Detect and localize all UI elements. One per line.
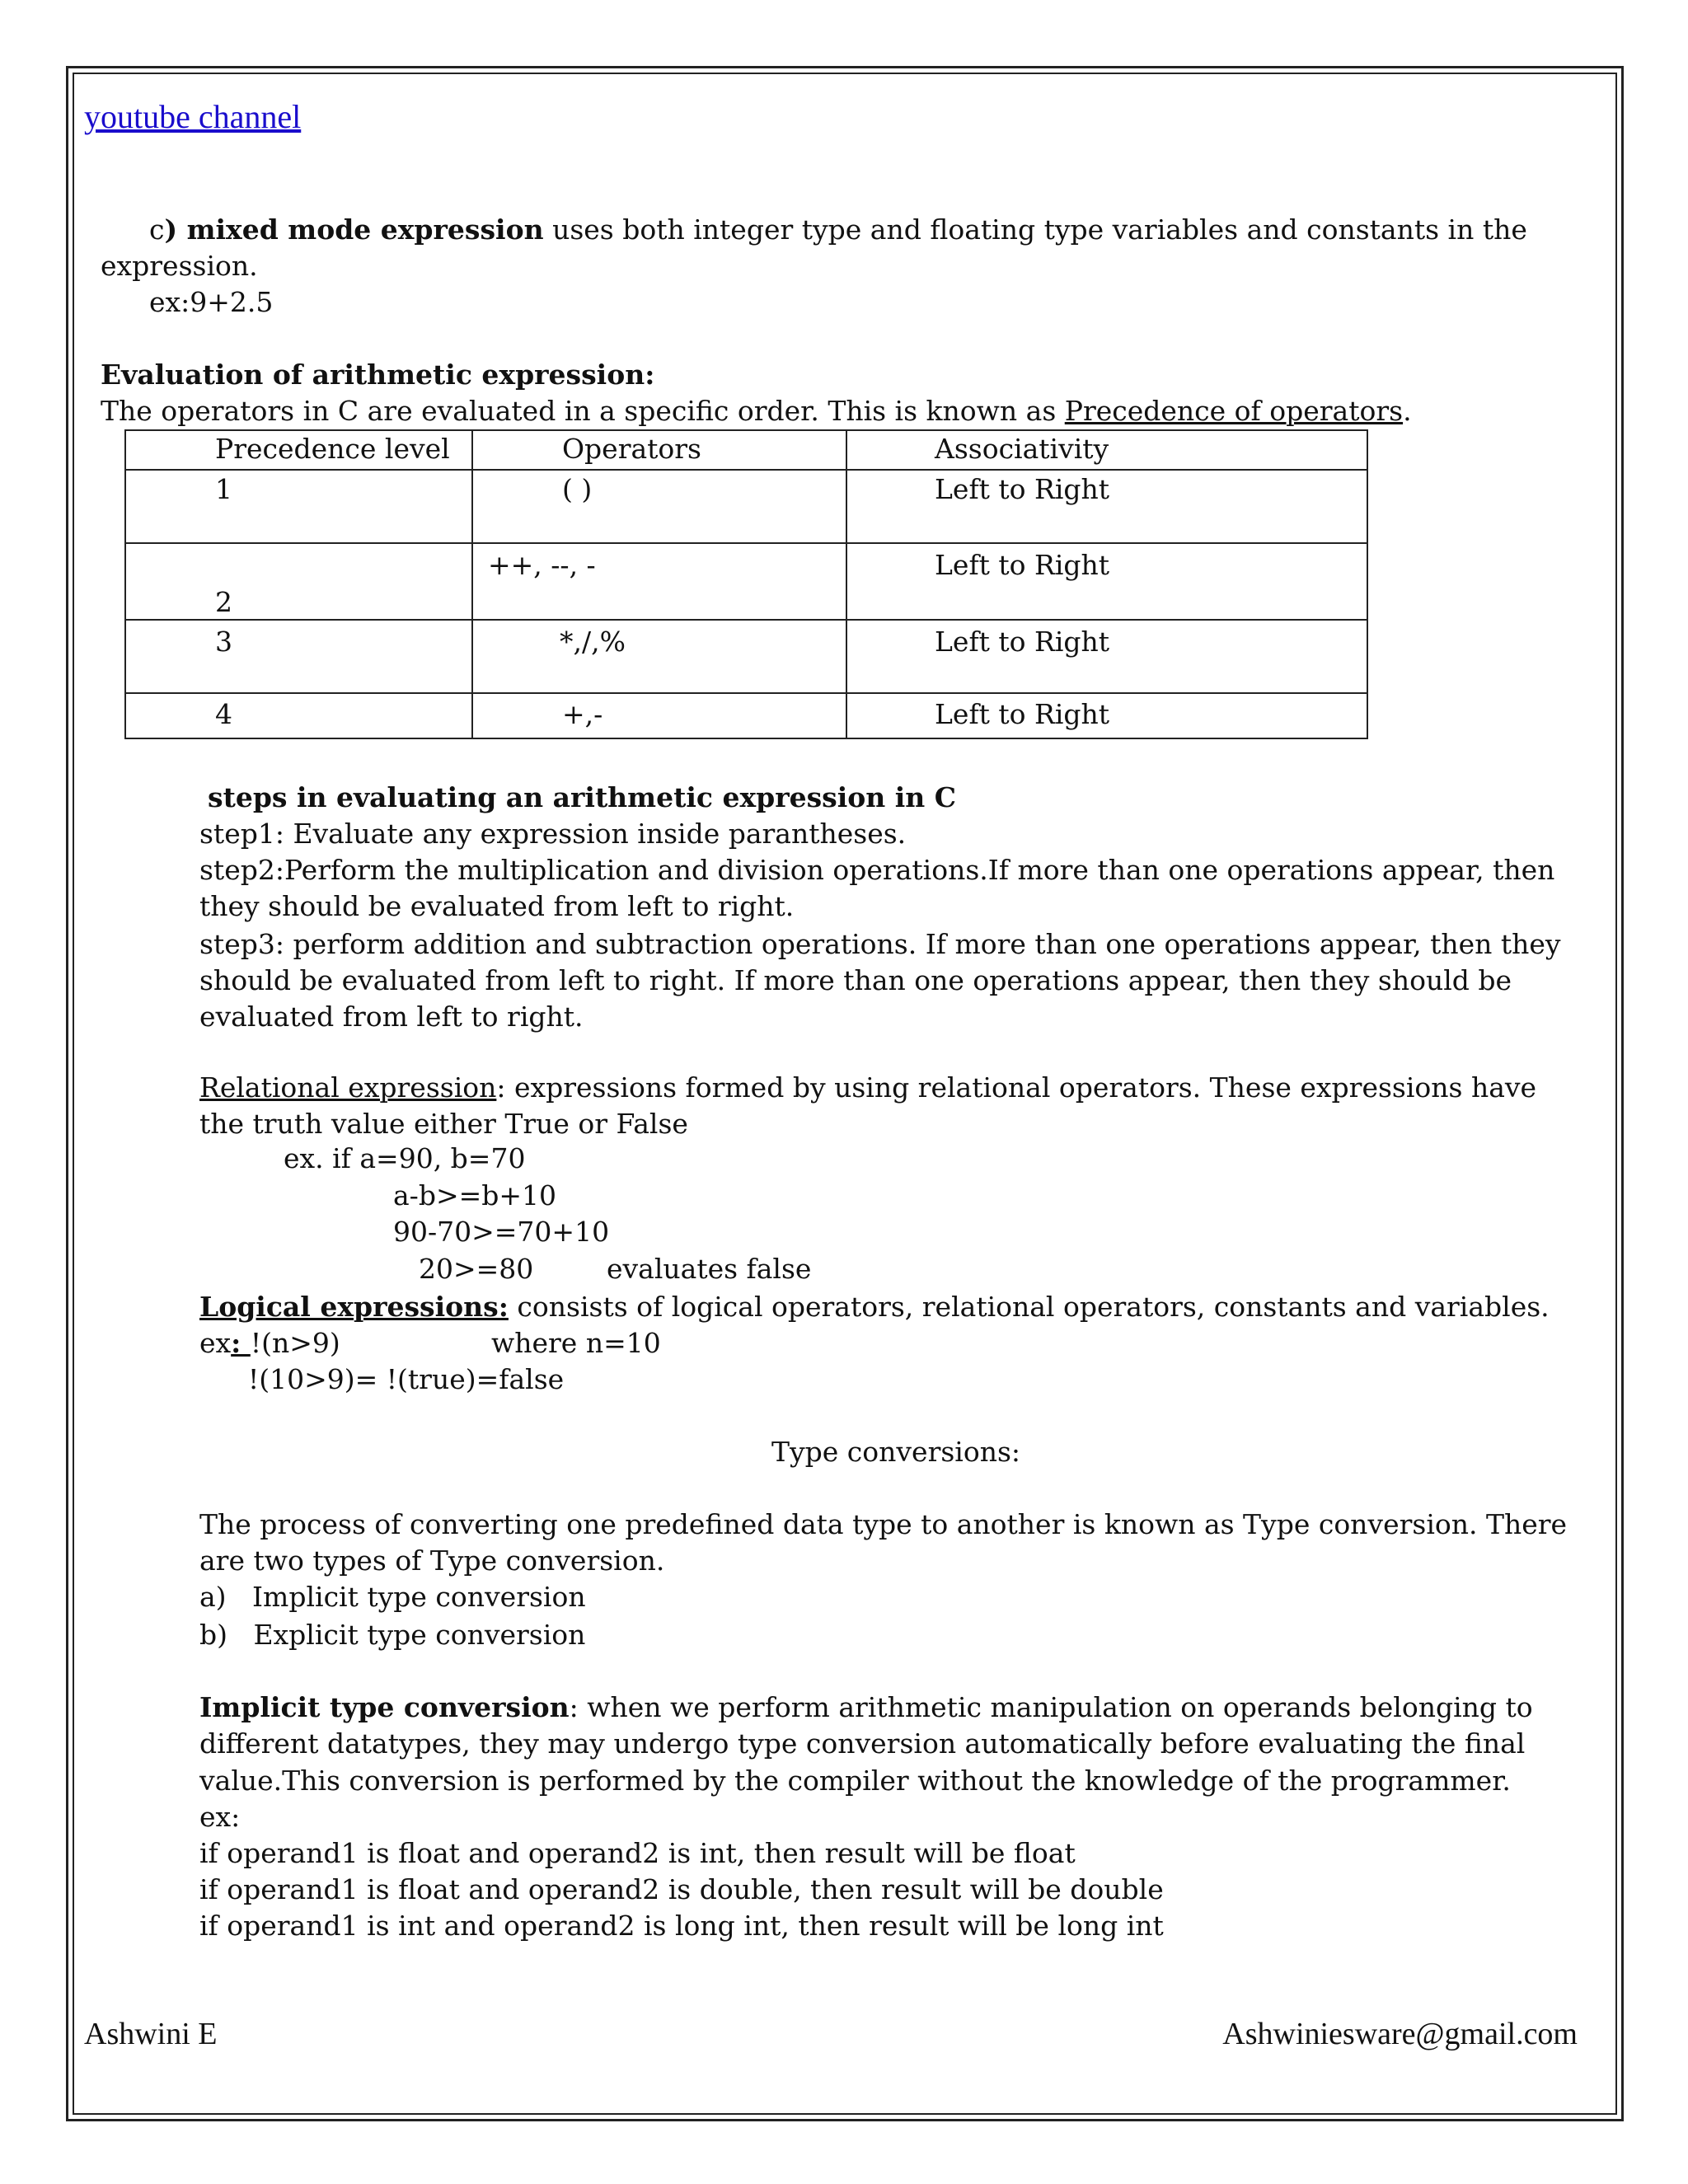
relational-result: evaluates false (607, 1253, 812, 1285)
relational-def-cont: the truth value either True or False (199, 1108, 688, 1140)
table-cell: 2 (215, 586, 232, 618)
table-cell: *,/,% (560, 626, 626, 658)
table-cell: Left to Right (935, 473, 1110, 505)
logical-example-note: where n=10 (491, 1327, 661, 1359)
implicit-term: Implicit type conversion (199, 1691, 570, 1723)
steps-line: they should be evaluated from left to right. (199, 890, 795, 922)
list-item: a) Implicit type conversion (199, 1581, 586, 1613)
implicit-def: Implicit type conversion: when we perform arithmetic manipulation on operands belonging to (199, 1691, 1533, 1723)
logical-example-eval: !(10>9)= !(true)=false (248, 1363, 565, 1395)
mixed-mode-term: ) mixed mode expression (164, 213, 544, 246)
table-cell: 4 (215, 698, 232, 730)
implicit-example: if operand1 is int and operand2 is long int, then result will be long int (199, 1910, 1164, 1942)
mixed-mode-line: c) mixed mode expression uses both integer type and floating type variables and constants in the (149, 213, 1527, 246)
relational-example: 20>=80 (419, 1253, 534, 1285)
steps-line: step1: Evaluate any expression inside parantheses. (199, 818, 907, 850)
footer-email: Ashwiniesware@gmail.com (1222, 2017, 1578, 2051)
evaluation-heading: Evaluation of arithmetic expression: (101, 359, 655, 391)
type-conversions-para: are two types of Type conversion. (199, 1544, 665, 1577)
youtube-channel-link[interactable]: youtube channel (84, 98, 302, 135)
table-cell: Left to Right (935, 626, 1110, 658)
logical-example: ex: !(n>9) (199, 1327, 340, 1359)
implicit-def-cont: different datatypes, they may undergo type conversion automatically before evaluating the final (199, 1727, 1526, 1760)
table-cell: ++, --, - (488, 549, 596, 581)
relational-example: 90-70>=70+10 (393, 1216, 610, 1248)
implicit-ex-label: ex: (199, 1801, 241, 1833)
relational-example: a-b>=b+10 (393, 1179, 557, 1212)
table-header: Operators (562, 433, 701, 465)
list-item: b) Explicit type conversion (199, 1619, 586, 1651)
table-cell: 1 (215, 473, 232, 505)
mixed-mode-cont: expression. (101, 250, 258, 282)
relational-def: Relational expression: expressions formed by using relational operators. These expressions have (199, 1071, 1537, 1104)
table-cell: ( ) (562, 473, 593, 505)
implicit-example: if operand1 is float and operand2 is int, then result will be float (199, 1837, 1076, 1869)
table-cell: 3 (215, 626, 232, 658)
relational-term: Relational expression (199, 1071, 497, 1104)
mixed-mode-example: ex:9+2.5 (149, 286, 274, 318)
table-header: Precedence level (215, 433, 450, 465)
steps-line: should be evaluated from left to right. If more than one operations appear, then they should be (199, 964, 1512, 996)
implicit-def-cont: value.This conversion is performed by the compiler without the knowledge of the programmer. (199, 1765, 1511, 1797)
logical-def: Logical expressions: consists of logical operators, relational operators, constants and variables. (199, 1291, 1550, 1323)
steps-heading: steps in evaluating an arithmetic expression in C (208, 781, 957, 813)
type-conversions-para: The process of converting one predefined data type to another is known as Type conversion. There (199, 1508, 1568, 1540)
steps-line: step3: perform addition and subtraction operations. If more than one operations appear, then they (199, 928, 1561, 960)
table-cell: +,- (562, 698, 603, 730)
relational-example: ex. if a=90, b=70 (284, 1142, 526, 1174)
table-header: Associativity (935, 433, 1109, 465)
implicit-example: if operand1 is float and operand2 is double, then result will be double (199, 1873, 1164, 1905)
table-cell: Left to Right (935, 698, 1110, 730)
footer-author: Ashwini E (84, 2017, 218, 2051)
type-conversions-title: Type conversions: (771, 1436, 1021, 1468)
evaluation-intro: The operators in C are evaluated in a specific order. This is known as Precedence of operators. (101, 395, 1412, 427)
logical-term: Logical expressions: (199, 1291, 509, 1323)
steps-line: step2:Perform the multiplication and division operations.If more than one operations appear, then (199, 854, 1555, 886)
steps-line: evaluated from left to right. (199, 1001, 584, 1033)
table-cell: Left to Right (935, 549, 1110, 581)
precedence-term: Precedence of operators (1064, 395, 1404, 427)
